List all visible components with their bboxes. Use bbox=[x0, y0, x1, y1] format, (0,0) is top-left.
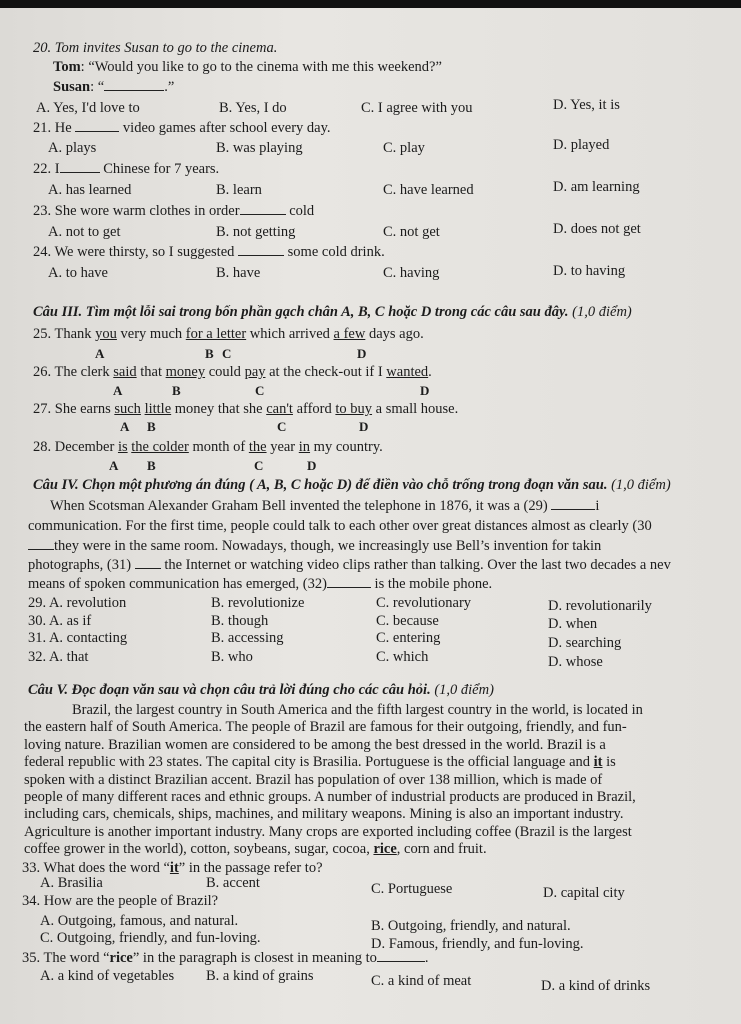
passage5-text: is bbox=[602, 754, 616, 771]
passage4-line-4 bbox=[28, 557, 671, 574]
q25-label-d: D bbox=[357, 346, 367, 361]
q27-sentence bbox=[33, 401, 458, 418]
q21-pre: 21. He bbox=[33, 120, 72, 136]
q28-text: year bbox=[266, 439, 299, 455]
section-3-points: (1,0 điểm) bbox=[572, 304, 632, 320]
passage5-text: coffee grower in the world), cotton, soybeans, sugar, cocoa, bbox=[24, 841, 370, 858]
passage4-line-2: communication. For the first time, people could talk to each other over great distances almost as clearly (30 bbox=[28, 518, 652, 534]
q33-option-a: A. Brasilia bbox=[40, 875, 103, 891]
q27-text: 27. She earns bbox=[33, 401, 115, 417]
q24-option-c: C. having bbox=[383, 265, 440, 281]
q25-label-a: A bbox=[95, 346, 105, 361]
q26-underlined-a: said bbox=[113, 364, 137, 380]
q29-option-d: D. revolutionarily bbox=[548, 598, 652, 614]
q28-sentence bbox=[33, 439, 383, 456]
q22-post: Chinese for 7 years. bbox=[103, 161, 220, 177]
answer-blank-30 bbox=[28, 549, 54, 550]
q35-word: rice bbox=[109, 950, 133, 966]
passage5-line-2: the eastern half of South America. The people of Brazil are famous for their outgoing, friendly, and fun- bbox=[24, 719, 627, 736]
q25-text: very much bbox=[116, 326, 186, 342]
section-5-title: Câu V. Đọc đoạn văn sau và chọn câu trả lời đúng cho các câu hỏi. bbox=[28, 682, 431, 698]
passage5-text: federal republic with 23 states. The capital city is Brasilia. Portuguese is the official language and bbox=[24, 754, 591, 771]
susan-line-open: : “ bbox=[90, 79, 105, 95]
q30-option-d: D. when bbox=[548, 616, 598, 632]
q23-stem bbox=[33, 203, 314, 220]
q26-text: 26. The clerk bbox=[33, 364, 114, 380]
q22-option-a: A. has learned bbox=[48, 182, 132, 198]
exam-sheet bbox=[0, 8, 741, 1024]
q33-post: ” in the passage refer to? bbox=[178, 860, 323, 876]
q24-option-d: D. to having bbox=[553, 263, 626, 279]
section-5-points: (1,0 điểm) bbox=[434, 682, 494, 698]
q29-option-a: 29. A. revolution bbox=[28, 595, 127, 611]
q26-underlined-c: pay bbox=[244, 364, 266, 380]
q23-option-b: B. not getting bbox=[216, 224, 296, 240]
passage4-text: the Internet or watching video clips rather than talking. Over the last two decades a nev bbox=[164, 557, 671, 573]
section-5-heading bbox=[28, 682, 494, 699]
q35-option-c: C. a kind of meat bbox=[371, 973, 472, 989]
q22-stem bbox=[33, 161, 219, 178]
answer-blank bbox=[104, 90, 164, 91]
answer-blank bbox=[377, 961, 425, 962]
q31-option-c: C. entering bbox=[376, 630, 441, 646]
q26-text: could bbox=[205, 364, 245, 380]
q27-underlined-d: to buy bbox=[335, 401, 373, 417]
q35-option-b: B. a kind of grains bbox=[206, 968, 314, 984]
answer-blank-31 bbox=[135, 568, 161, 569]
q34-option-c: C. Outgoing, friendly, and fun-loving. bbox=[40, 930, 261, 946]
q23-post: cold bbox=[289, 203, 315, 219]
q20-option-c: C. I agree with you bbox=[361, 100, 473, 116]
q25-text: days ago. bbox=[365, 326, 424, 342]
q21-post: video games after school every day. bbox=[122, 120, 331, 136]
q27-underlined-b: little bbox=[144, 401, 172, 417]
q34-option-b: B. Outgoing, friendly, and natural. bbox=[371, 918, 571, 934]
q25-text: 25. Thank bbox=[33, 326, 96, 342]
q34-stem: 34. How are the people of Brazil? bbox=[22, 893, 219, 909]
q33-pre: 33. What does the word “ bbox=[22, 860, 170, 876]
q27-underlined-c: can't bbox=[266, 401, 293, 417]
q29-option-c: C. revolutionary bbox=[376, 595, 472, 611]
q21-option-a: A. plays bbox=[48, 140, 97, 156]
q27-text: money that she bbox=[171, 401, 267, 417]
q22-option-d: D. am learning bbox=[553, 179, 640, 195]
q28-text: my country. bbox=[310, 439, 383, 455]
q25-text: which arrived bbox=[246, 326, 334, 342]
passage4-text: When Scotsman Alexander Graham Bell invented the telephone in 1876, it was a (29) bbox=[50, 498, 548, 514]
q28-label-a: A bbox=[109, 458, 119, 473]
passage4-text: means of spoken communication has emerged, (32) bbox=[28, 576, 327, 592]
q33-option-b: B. accent bbox=[206, 875, 260, 891]
speaker-susan: Susan bbox=[53, 79, 91, 95]
passage5-text: , corn and fruit. bbox=[396, 841, 487, 858]
q20-option-d: D. Yes, it is bbox=[553, 97, 620, 113]
passage5-line-1: Brazil, the largest country in South America and the fifth largest country in the world, is located in bbox=[72, 702, 643, 718]
q27-label-c: C bbox=[277, 419, 287, 434]
section-4-points: (1,0 điểm) bbox=[611, 477, 671, 493]
q26-label-a: A bbox=[113, 383, 123, 398]
answer-blank bbox=[75, 131, 119, 132]
answer-blank bbox=[60, 172, 100, 173]
q26-label-b: B bbox=[172, 383, 181, 398]
q26-underlined-d: wanted bbox=[386, 364, 429, 380]
section-3-heading bbox=[33, 304, 632, 321]
q20-susan-line bbox=[53, 79, 174, 96]
q20-tom-line bbox=[53, 59, 442, 76]
q20-stem-text: 20. Tom invites Susan to go to the cinema. bbox=[33, 40, 278, 56]
passage5-line-9 bbox=[24, 841, 702, 858]
passage4-line-3 bbox=[28, 538, 601, 555]
passage5-line-8: Agriculture is another important industry. Many crops are exported including coffee (Brazil is the largest bbox=[24, 823, 632, 840]
q26-text: at the check-out if I bbox=[265, 364, 387, 380]
section-3-title: Câu III. Tìm một lỗi sai trong bốn phần gạch chân A, B, C hoặc D trong các câu sau đây. bbox=[33, 304, 569, 320]
passage5-line-3: loving nature. Brazilian women are considered to be among the best dressed in the world. Brazil is a bbox=[24, 736, 606, 753]
q29-option-b: B. revolutionize bbox=[211, 595, 305, 611]
q25-underlined-bc: for a letter bbox=[185, 326, 247, 342]
photo-top-edge bbox=[0, 0, 741, 8]
passage5 bbox=[24, 702, 702, 859]
passage4-text: is the mobile phone. bbox=[374, 576, 493, 592]
passage4-text: they were in the same room. Nowadays, though, we increasingly use Bell’s invention for takin bbox=[54, 538, 602, 554]
q30-option-b: B. though bbox=[211, 613, 269, 629]
q34-option-d: D. Famous, friendly, and fun-loving. bbox=[371, 936, 584, 952]
q28-label-b: B bbox=[147, 458, 156, 473]
q30-option-c: C. because bbox=[376, 613, 439, 629]
q30-option-a: 30. A. as if bbox=[28, 613, 92, 629]
q20-stem bbox=[33, 40, 277, 57]
section-4-heading bbox=[33, 477, 671, 494]
q26-underlined-b: money bbox=[165, 364, 206, 380]
q35-pre: 35. The word “ bbox=[22, 950, 110, 966]
q35-stem bbox=[22, 950, 429, 967]
q33-option-d: D. capital city bbox=[543, 885, 625, 901]
passage5-line-7: including cars, chemicals, ships, machines, and military weapons. Mining is also an important industry. bbox=[24, 806, 624, 823]
q22-pre: 22. I bbox=[33, 161, 60, 177]
q33-option-c: C. Portuguese bbox=[371, 881, 453, 897]
q21-option-b: B. was playing bbox=[216, 140, 303, 156]
q21-option-d: D. played bbox=[553, 137, 610, 153]
susan-line-close: .” bbox=[164, 79, 175, 95]
q33-word: it bbox=[169, 860, 179, 876]
q35-option-d: D. a kind of drinks bbox=[541, 978, 651, 994]
q28-underlined-b: the colder bbox=[131, 439, 189, 455]
q28-label-d: D bbox=[307, 458, 317, 473]
q22-option-c: C. have learned bbox=[383, 182, 474, 198]
q31-option-d: D. searching bbox=[548, 635, 622, 651]
q28-underlined-a: is bbox=[117, 439, 128, 455]
tom-line-text: : “Would you like to go to the cinema with me this weekend?” bbox=[80, 59, 442, 75]
q28-text: 28. December bbox=[33, 439, 118, 455]
q23-option-a: A. not to get bbox=[48, 224, 121, 240]
q32-option-b: B. who bbox=[211, 649, 253, 665]
passage5-word-rice: rice bbox=[373, 841, 397, 858]
q26-text: that bbox=[136, 364, 166, 380]
q26-label-d: D bbox=[420, 383, 430, 398]
q23-pre: 23. She wore warm clothes in order bbox=[33, 203, 240, 219]
q20-option-b: B. Yes, I do bbox=[219, 100, 287, 116]
q28-label-c: C bbox=[254, 458, 264, 473]
q25-label-b: B bbox=[205, 346, 214, 361]
passage4-text: i bbox=[595, 498, 600, 514]
q31-option-b: B. accessing bbox=[211, 630, 284, 646]
answer-blank-32 bbox=[327, 587, 371, 588]
answer-blank-29 bbox=[551, 509, 595, 510]
q27-text: a small house. bbox=[372, 401, 459, 417]
q32-option-c: C. which bbox=[376, 649, 429, 665]
answer-blank bbox=[238, 255, 284, 256]
q27-label-a: A bbox=[120, 419, 130, 434]
q24-option-b: B. have bbox=[216, 265, 261, 281]
q25-label-c: C bbox=[222, 346, 232, 361]
q24-post: some cold drink. bbox=[287, 244, 385, 260]
q26-text: . bbox=[428, 364, 432, 380]
q35-option-a: A. a kind of vegetables bbox=[40, 968, 175, 984]
passage4-line-1 bbox=[50, 498, 599, 515]
q25-underlined-a: you bbox=[95, 326, 117, 342]
q28-underlined-c: the bbox=[248, 439, 267, 455]
q35-end: . bbox=[424, 950, 429, 966]
passage4-text: photographs, (31) bbox=[28, 557, 132, 573]
q27-label-b: B bbox=[147, 419, 156, 434]
q23-option-d: D. does not get bbox=[553, 221, 641, 237]
q22-option-b: B. learn bbox=[216, 182, 262, 198]
q32-option-d: D. whose bbox=[548, 654, 603, 670]
speaker-tom: Tom bbox=[53, 59, 81, 75]
q24-option-a: A. to have bbox=[48, 265, 108, 281]
q23-option-c: C. not get bbox=[383, 224, 440, 240]
q24-stem bbox=[33, 244, 385, 261]
q34-option-a: A. Outgoing, famous, and natural. bbox=[40, 913, 239, 929]
q28-text: month of bbox=[188, 439, 249, 455]
q26-label-c: C bbox=[255, 383, 265, 398]
q27-underlined-a: such bbox=[114, 401, 141, 417]
q21-option-c: C. play bbox=[383, 140, 425, 156]
passage4-line-5 bbox=[28, 576, 492, 593]
q27-label-d: D bbox=[359, 419, 369, 434]
passage5-word-it: it bbox=[593, 754, 603, 771]
q25-underlined-d: a few bbox=[333, 326, 366, 342]
q24-pre: 24. We were thirsty, so I suggested bbox=[33, 244, 235, 260]
passage5-line-5: spoken with a distinct Brazilian accent. Brazil has population of over 138 million, which is made of bbox=[24, 771, 603, 788]
section-4-title: Câu IV. Chọn một phương án đúng ( A, B, C hoặc D) để điền vào chỗ trống trong đoạn văn sau. bbox=[33, 477, 608, 493]
q27-text: afford bbox=[292, 401, 336, 417]
q32-option-a: 32. A. that bbox=[28, 649, 89, 665]
q35-post: ” in the paragraph is closest in meaning to bbox=[132, 950, 377, 966]
q28-underlined-d: in bbox=[298, 439, 311, 455]
q31-option-a: 31. A. contacting bbox=[28, 630, 128, 646]
passage5-line-4 bbox=[24, 754, 702, 771]
passage5-line-6: people of many different races and ethnic groups. A number of industrial products are produced in Brazil, bbox=[24, 789, 636, 806]
q20-option-a: A. Yes, I'd love to bbox=[36, 100, 140, 116]
q26-sentence bbox=[33, 364, 432, 381]
q25-sentence bbox=[33, 326, 424, 343]
q21-stem bbox=[33, 120, 331, 137]
answer-blank bbox=[240, 214, 286, 215]
